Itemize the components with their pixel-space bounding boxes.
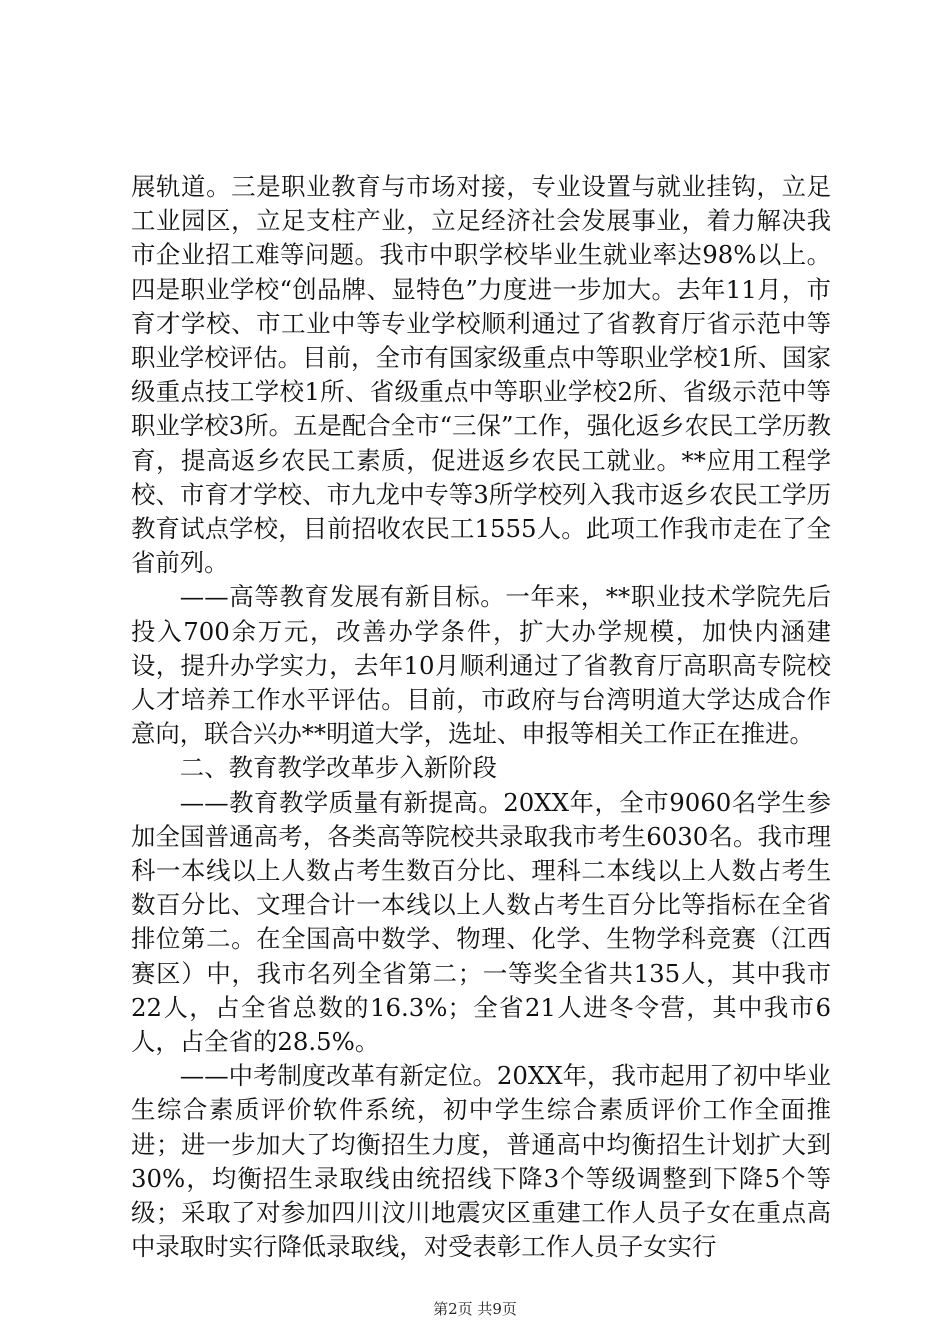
paragraph-teaching-quality: ——教育教学质量有新提高。20XX年，全市9060名学生参加全国普通高考，各类高等院校共录取我市考生6030名。我市理科一本线以上人数占考生数百分比、理科二本线以上人数占考生数百分比、文理合计一本线以上人数占考生百分比等指标在全省排位第二。在全国高中数学、物理、化学、生物学科竞赛（江西赛区）中，我市名列全省第二；一等奖全省共135人，其中我市22人，占全省总数的16.3%；全省21人进冬令营，其中我市6人，占全省的28.5%。	[131, 787, 831, 1057]
paragraph-vocational-continued: 展轨道。三是职业教育与市场对接，专业设置与就业挂钩，立足工业园区，立足支柱产业，立足经济社会发展事业，着力解决我市企业招工难等问题。我市中职学校毕业生就业率达98%以上。四是职业学校“创品牌、显特色”力度进一步加大。去年11月，市育才学校、市工业中等专业学校顺利通过了省教育厅省示范中等职业学校评估。目前，全市有国家级重点中等职业学校1所、国家级重点技工学校1所、省级重点中等职业学校2所、省级示范中等职业学校3所。五是配合全市“三保”工作，强化返乡农民工学历教育，提高返乡农民工素质，促进返乡农民工就业。**应用工程学校、市育才学校、市九龙中专等3所学校列入我市返乡农民工学历教育试点学校，目前招收农民工1555人。此项工作我市走在了全省前列。	[131, 172, 831, 578]
page-footer: 第2页 共9页	[433, 1300, 517, 1318]
paragraph-higher-education: ——高等教育发展有新目标。一年来，**职业技术学院先后投入700余万元，改善办学条件，扩大办学规模，加快内涵建设，提升办学实力，去年10月顺利通过了省教育厅高职高专院校人才培养工作水平评估。目前，市政府与台湾明道大学达成合作意向，联合兴办**明道大学，选址、申报等相关工作正在推进。	[131, 582, 831, 749]
section-heading: 二、教育教学改革步入新阶段	[179, 753, 497, 783]
paragraph-exam-reform: ——中考制度改革有新定位。20XX年，我市起用了初中毕业生综合素质评价软件系统，初中学生综合素质评价工作全面推进；进一步加大了均衡招生力度，普通高中均衡招生计划扩大到30%，均衡招生录取线由统招线下降3个等级调整到下降5个等级；采取了对参加四川汶川地震灾区重建工作人员子女在重点高中录取时实行降低录取线，对受表彰工作人员子女实行	[131, 1061, 831, 1262]
document-body	[131, 170, 831, 1265]
